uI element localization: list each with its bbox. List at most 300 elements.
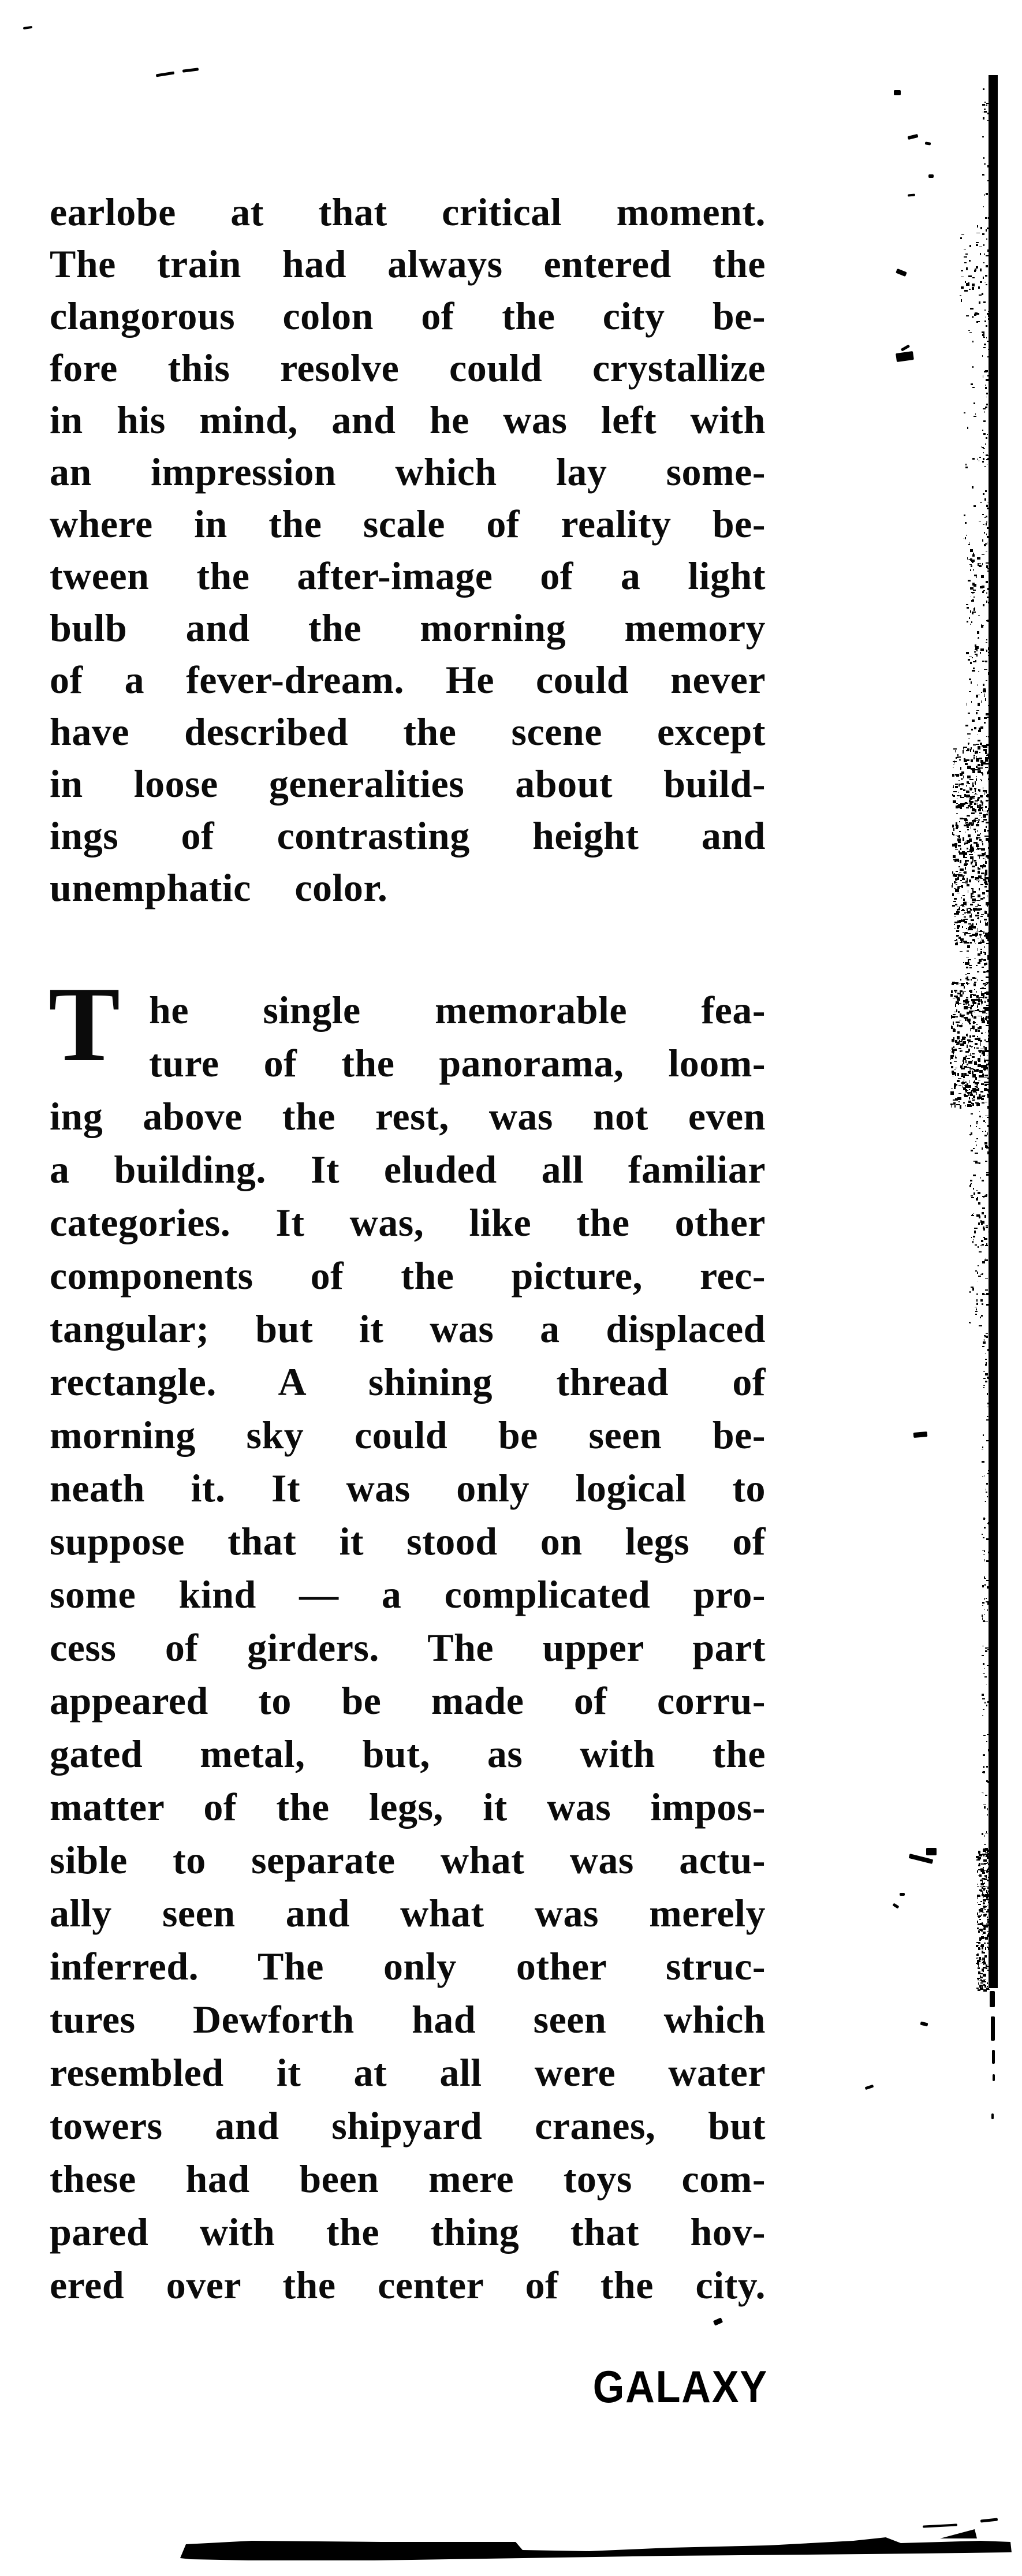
scan-noise-dot bbox=[983, 1766, 985, 1768]
scan-noise-dot bbox=[951, 1105, 952, 1108]
scan-noise-dot bbox=[983, 408, 986, 409]
scan-noise-dot bbox=[978, 638, 980, 639]
scan-noise-dot bbox=[984, 722, 986, 724]
scan-noise-dot bbox=[976, 842, 977, 844]
scan-noise-dot bbox=[984, 1943, 986, 1944]
scan-noise-dot bbox=[978, 819, 979, 821]
scan-noise-dot bbox=[964, 794, 966, 797]
scan-noise-dot bbox=[978, 1916, 980, 1917]
scan-noise-dot bbox=[986, 1906, 987, 1907]
scan-noise-dot bbox=[977, 1097, 980, 1100]
scan-noise-dot bbox=[967, 945, 970, 948]
scan-noise-dot bbox=[979, 888, 980, 891]
scan-noise-dot bbox=[953, 828, 954, 831]
scan-noise-dot bbox=[977, 1895, 980, 1896]
scan-noise-dot bbox=[976, 849, 979, 850]
scan-noise-dot bbox=[964, 986, 965, 989]
scan-noise-dot bbox=[989, 1884, 991, 1887]
scan-noise-dot bbox=[965, 867, 966, 870]
scan-noise-dot bbox=[965, 467, 968, 468]
scan-noise-dot bbox=[983, 1899, 986, 1902]
scan-noise-dot bbox=[955, 1040, 957, 1042]
scan-noise-dot bbox=[983, 157, 984, 159]
scan-noise-dot bbox=[987, 1095, 991, 1098]
scan-noise-dot bbox=[984, 919, 987, 920]
scan-noise-dot bbox=[972, 612, 973, 614]
scan-noise-dot bbox=[986, 1041, 989, 1043]
text-line: resembled it at all were water bbox=[50, 2051, 766, 2094]
scan-noise-dot bbox=[967, 781, 969, 784]
scan-noise-dot bbox=[982, 136, 984, 137]
scan-noise-dot bbox=[989, 449, 990, 451]
scan-noise-dot bbox=[983, 244, 984, 246]
scan-speck bbox=[928, 174, 934, 178]
scan-noise-dot bbox=[962, 926, 963, 928]
scan-noise-dot bbox=[958, 861, 959, 863]
scan-noise-dot bbox=[986, 379, 989, 381]
scan-noise-dot bbox=[977, 1272, 978, 1274]
scan-noise-dot bbox=[954, 990, 957, 991]
scan-noise-dot bbox=[986, 1897, 988, 1899]
scan-noise-dot bbox=[990, 1910, 991, 1913]
scan-noise-dot bbox=[968, 275, 972, 278]
scan-noise-dot bbox=[989, 883, 991, 884]
scan-noise-dot bbox=[983, 88, 985, 90]
scan-noise-dot bbox=[963, 1041, 966, 1044]
scan-noise-dot bbox=[972, 1060, 973, 1061]
scan-noise-dot bbox=[983, 988, 986, 990]
scan-noise-dot bbox=[958, 866, 960, 867]
scan-noise-dot bbox=[967, 829, 969, 831]
scan-noise-dot bbox=[987, 1349, 989, 1351]
scan-noise-dot bbox=[989, 1525, 991, 1527]
scan-noise-dot bbox=[957, 1080, 960, 1082]
scan-noise-dot bbox=[989, 1896, 990, 1899]
scan-noise-dot bbox=[990, 1315, 993, 1317]
scan-noise-dot bbox=[980, 502, 982, 503]
scan-noise-dot bbox=[990, 1460, 992, 1462]
scan-noise-dot bbox=[952, 825, 954, 827]
scan-noise-dot bbox=[990, 1952, 991, 1954]
scan-noise-dot bbox=[960, 852, 964, 855]
scan-noise-dot bbox=[963, 789, 965, 791]
scan-noise-dot bbox=[964, 842, 968, 844]
scan-noise-dot bbox=[980, 855, 984, 857]
scan-noise-dot bbox=[965, 1060, 967, 1063]
scan-noise-dot bbox=[974, 607, 975, 610]
scan-noise-dot bbox=[984, 1001, 986, 1003]
scan-noise-dot bbox=[987, 537, 990, 538]
scan-speck bbox=[991, 2113, 994, 2119]
scan-noise-dot bbox=[983, 1434, 984, 1436]
scan-noise-dot bbox=[976, 712, 978, 715]
scan-noise-dot bbox=[975, 751, 978, 754]
scan-noise-dot bbox=[986, 337, 987, 339]
scan-noise-dot bbox=[963, 747, 964, 750]
scan-noise-dot bbox=[982, 1004, 983, 1005]
scan-noise-dot bbox=[984, 1806, 986, 1809]
scan-noise-dot bbox=[985, 1017, 987, 1020]
scan-noise-dot bbox=[958, 835, 960, 838]
scan-noise-dot bbox=[980, 772, 982, 773]
scan-noise-dot bbox=[978, 878, 979, 879]
scan-noise-dot bbox=[985, 1278, 989, 1279]
scan-noise-dot bbox=[971, 1113, 973, 1114]
scan-noise-dot bbox=[988, 217, 989, 219]
scan-noise-dot bbox=[988, 1030, 989, 1032]
scan-noise-dot bbox=[976, 1958, 978, 1959]
scan-noise-dot bbox=[988, 705, 990, 706]
scan-noise-dot bbox=[983, 452, 984, 453]
scan-noise-dot bbox=[982, 1261, 985, 1263]
scan-noise-dot bbox=[979, 565, 982, 567]
scan-noise-dot bbox=[990, 1980, 991, 1981]
scan-noise-dot bbox=[955, 1004, 956, 1006]
scan-noise-dot bbox=[978, 809, 981, 811]
scan-noise-dot bbox=[970, 990, 973, 993]
scan-noise-dot bbox=[990, 1119, 991, 1120]
scan-noise-dot bbox=[966, 791, 969, 793]
scan-noise-dot bbox=[988, 808, 990, 811]
scan-noise-dot bbox=[985, 861, 987, 864]
scan-noise-dot bbox=[974, 910, 975, 912]
scan-noise-dot bbox=[961, 797, 964, 798]
scan-noise-dot bbox=[957, 925, 960, 927]
text-line: suppose that it stood on legs of bbox=[50, 1519, 766, 1563]
scan-noise-dot bbox=[982, 1952, 985, 1954]
scan-noise-dot bbox=[969, 1322, 970, 1324]
text-line: these had been mere toys com- bbox=[50, 2157, 766, 2201]
scan-noise-dot bbox=[956, 935, 958, 937]
scan-noise-dot bbox=[961, 270, 963, 271]
scan-noise-dot bbox=[990, 739, 991, 740]
scan-noise-dot bbox=[983, 1341, 986, 1344]
scan-noise-dot bbox=[972, 977, 975, 979]
scan-artifact-band bbox=[989, 75, 998, 1988]
scan-noise-dot bbox=[968, 713, 970, 714]
scan-noise-dot bbox=[971, 768, 974, 770]
scan-noise-dot bbox=[987, 1925, 989, 1926]
scan-noise-dot bbox=[976, 1121, 978, 1122]
scan-noise-dot bbox=[968, 1056, 972, 1057]
magazine-footer-logo: GALAXY bbox=[592, 2361, 768, 2412]
scan-noise-dot bbox=[973, 1192, 975, 1195]
scan-noise-dot bbox=[962, 1015, 965, 1016]
scan-noise-dot bbox=[954, 1105, 956, 1108]
scan-noise-dot bbox=[982, 1892, 983, 1895]
scan-noise-dot bbox=[962, 1037, 965, 1040]
scan-noise-dot bbox=[991, 1916, 993, 1919]
scan-noise-dot bbox=[987, 313, 989, 315]
scan-noise-dot bbox=[983, 1227, 984, 1229]
scan-noise-dot bbox=[988, 1035, 990, 1037]
scan-noise-dot bbox=[982, 1698, 985, 1699]
scan-noise-dot bbox=[964, 290, 968, 292]
scan-noise-dot bbox=[969, 657, 971, 658]
scan-noise-dot bbox=[969, 1185, 971, 1187]
scan-noise-dot bbox=[958, 1093, 961, 1094]
scan-noise-dot bbox=[976, 776, 977, 777]
scan-noise-dot bbox=[984, 1215, 986, 1218]
scan-noise-dot bbox=[978, 1942, 980, 1944]
scan-noise-dot bbox=[953, 795, 955, 797]
scan-noise-dot bbox=[970, 1094, 973, 1096]
scan-noise-dot bbox=[985, 698, 986, 701]
scan-noise-dot bbox=[987, 1814, 988, 1816]
scan-noise-dot bbox=[978, 717, 981, 720]
scan-noise-dot bbox=[990, 1620, 991, 1621]
scan-noise-dot bbox=[954, 940, 956, 941]
scan-noise-dot bbox=[987, 1853, 990, 1854]
scan-noise-dot bbox=[984, 1088, 987, 1090]
scan-noise-dot bbox=[971, 1183, 972, 1184]
scan-noise-dot bbox=[959, 920, 963, 922]
scan-noise-dot bbox=[979, 1919, 982, 1920]
scan-noise-dot bbox=[963, 962, 964, 964]
scan-noise-dot bbox=[980, 795, 983, 798]
scan-noise-dot bbox=[983, 590, 985, 591]
scan-speck bbox=[23, 26, 32, 29]
scan-noise-dot bbox=[971, 701, 972, 703]
scan-noise-dot bbox=[989, 1957, 990, 1958]
scan-noise-dot bbox=[975, 1141, 976, 1142]
scan-noise-dot bbox=[984, 310, 986, 311]
scan-noise-dot bbox=[986, 1304, 989, 1306]
scan-noise-dot bbox=[985, 923, 988, 926]
scan-noise-dot bbox=[972, 1056, 975, 1058]
scan-noise-dot bbox=[972, 277, 975, 278]
scan-noise-dot bbox=[971, 1195, 973, 1196]
scan-noise-dot bbox=[985, 407, 987, 408]
scan-noise-dot bbox=[983, 1771, 985, 1773]
body-paragraph-1 bbox=[50, 186, 766, 914]
scan-noise-dot bbox=[984, 1075, 988, 1076]
scan-noise-dot bbox=[979, 1251, 982, 1252]
scan-noise-dot bbox=[983, 524, 984, 525]
scan-noise-dot bbox=[980, 1091, 983, 1093]
scan-noise-dot bbox=[987, 1921, 989, 1922]
scan-noise-dot bbox=[990, 1874, 992, 1876]
scan-noise-dot bbox=[988, 349, 990, 351]
scan-noise-dot bbox=[980, 1177, 981, 1179]
scan-noise-dot bbox=[952, 774, 954, 777]
scan-noise-dot bbox=[967, 848, 968, 850]
scan-noise-dot bbox=[958, 785, 960, 786]
scan-noise-dot bbox=[989, 1535, 990, 1536]
scan-noise-dot bbox=[988, 318, 989, 320]
scan-noise-dot bbox=[972, 341, 973, 342]
text-line: tangular; but it was a displaced bbox=[50, 1307, 766, 1351]
scan-noise-dot bbox=[984, 102, 986, 103]
scan-noise-dot bbox=[951, 1066, 953, 1068]
scan-noise-dot bbox=[969, 564, 972, 565]
scan-noise-dot bbox=[964, 256, 967, 258]
scan-noise-dot bbox=[971, 857, 972, 859]
scan-noise-dot bbox=[972, 934, 975, 936]
scan-noise-dot bbox=[986, 1923, 989, 1925]
scan-noise-dot bbox=[967, 908, 968, 911]
scan-noise-dot bbox=[975, 769, 978, 770]
scan-noise-dot bbox=[975, 800, 978, 801]
scan-noise-dot bbox=[975, 818, 978, 819]
scan-noise-dot bbox=[983, 691, 986, 692]
text-line: some kind — a complicated pro- bbox=[50, 1572, 766, 1616]
scan-noise-dot bbox=[990, 1050, 994, 1053]
scan-noise-dot bbox=[983, 1932, 986, 1934]
scan-noise-dot bbox=[985, 806, 987, 807]
scan-noise-dot bbox=[972, 1015, 973, 1017]
scan-noise-dot bbox=[956, 827, 958, 830]
scan-noise-dot bbox=[989, 983, 990, 986]
scan-noise-dot bbox=[953, 791, 957, 792]
scan-noise-dot bbox=[971, 560, 975, 562]
text-line: The train had always entered the bbox=[50, 242, 766, 286]
scan-noise-dot bbox=[985, 870, 987, 873]
scan-noise-dot bbox=[972, 896, 974, 897]
scan-noise-dot bbox=[989, 335, 990, 338]
scan-noise-dot bbox=[986, 437, 987, 439]
scan-noise-dot bbox=[958, 1078, 961, 1079]
scan-noise-dot bbox=[960, 951, 963, 952]
scan-noise-dot bbox=[984, 1336, 986, 1337]
scan-noise-dot bbox=[957, 998, 960, 1001]
scan-noise-dot bbox=[975, 784, 976, 785]
scan-noise-dot bbox=[990, 1974, 992, 1976]
scan-noise-dot bbox=[974, 1061, 977, 1065]
scan-noise-dot bbox=[982, 539, 983, 542]
scan-noise-dot bbox=[986, 1293, 989, 1296]
scan-noise-dot bbox=[965, 725, 968, 726]
scan-noise-dot bbox=[990, 848, 994, 850]
scan-noise-dot bbox=[991, 1943, 992, 1944]
scan-noise-dot bbox=[986, 1483, 989, 1485]
scan-noise-dot bbox=[990, 1472, 992, 1474]
scan-noise-dot bbox=[978, 1904, 981, 1905]
scan-noise-dot bbox=[982, 773, 983, 776]
scan-noise-dot bbox=[973, 668, 975, 669]
scan-noise-dot bbox=[985, 1145, 987, 1148]
scan-noise-dot bbox=[992, 1909, 995, 1911]
scan-noise-dot bbox=[985, 1131, 986, 1132]
scan-noise-dot bbox=[982, 967, 983, 968]
scan-noise-dot bbox=[980, 1891, 983, 1892]
scan-noise-dot bbox=[978, 881, 979, 883]
scan-noise-dot bbox=[981, 1223, 983, 1225]
scan-noise-dot bbox=[982, 1958, 986, 1959]
scan-noise-dot bbox=[960, 930, 961, 931]
scan-noise-dot bbox=[969, 1291, 971, 1293]
scan-noise-dot bbox=[980, 767, 983, 769]
scan-noise-dot bbox=[953, 1022, 954, 1025]
scan-noise-dot bbox=[983, 604, 984, 606]
scan-noise-dot bbox=[982, 1476, 983, 1477]
scan-noise-dot bbox=[980, 1868, 983, 1869]
scan-noise-dot bbox=[983, 1340, 984, 1341]
scan-speck bbox=[713, 2317, 723, 2325]
scan-noise-dot bbox=[952, 844, 956, 847]
scan-noise-dot bbox=[985, 1381, 987, 1382]
scan-noise-dot bbox=[984, 881, 987, 883]
scan-noise-dot bbox=[973, 661, 975, 662]
scan-noise-dot bbox=[989, 267, 990, 269]
scan-noise-dot bbox=[985, 387, 987, 389]
scan-noise-dot bbox=[980, 1076, 984, 1078]
scan-noise-dot bbox=[969, 1097, 970, 1099]
scan-noise-dot bbox=[974, 989, 975, 990]
scan-noise-dot bbox=[978, 564, 979, 566]
scan-noise-dot bbox=[955, 784, 958, 785]
scan-noise-dot bbox=[985, 661, 987, 662]
scan-noise-dot bbox=[976, 321, 979, 323]
scan-noise-dot bbox=[989, 1008, 990, 1011]
scan-noise-dot bbox=[965, 934, 966, 935]
scan-noise-dot bbox=[967, 621, 968, 622]
scan-noise-dot bbox=[984, 1084, 987, 1086]
scan-noise-dot bbox=[964, 1095, 968, 1097]
text-line: an impression which lay some- bbox=[50, 450, 766, 494]
scan-noise-dot bbox=[981, 575, 983, 577]
scan-noise-dot bbox=[977, 830, 978, 832]
scan-noise-dot bbox=[989, 925, 992, 927]
scan-noise-dot bbox=[956, 871, 958, 872]
scan-noise-dot bbox=[980, 920, 981, 923]
scan-noise-dot bbox=[978, 1003, 980, 1005]
scan-noise-dot bbox=[975, 862, 976, 863]
scan-noise-dot bbox=[979, 460, 980, 461]
scan-noise-dot bbox=[982, 843, 984, 846]
scan-noise-dot bbox=[989, 816, 992, 818]
scan-noise-dot bbox=[986, 255, 989, 256]
scan-noise-dot bbox=[973, 1239, 974, 1240]
scan-noise-dot bbox=[984, 852, 986, 853]
scan-noise-dot bbox=[969, 915, 972, 918]
scan-noise-dot bbox=[988, 647, 990, 648]
scan-noise-dot bbox=[991, 1888, 993, 1891]
scan-noise-dot bbox=[963, 1057, 965, 1060]
scan-noise-dot bbox=[979, 1116, 982, 1117]
scan-noise-dot bbox=[975, 1038, 979, 1040]
text-line: cess of girders. The upper part bbox=[50, 1626, 766, 1669]
scan-noise-dot bbox=[981, 1936, 984, 1939]
scan-noise-dot bbox=[981, 1977, 982, 1978]
scan-noise-dot bbox=[986, 936, 987, 938]
text-line: in loose generalities about build- bbox=[50, 762, 766, 806]
scan-noise-dot bbox=[987, 1132, 988, 1135]
scan-noise-dot bbox=[984, 1835, 985, 1837]
scan-noise-dot bbox=[971, 812, 975, 815]
scan-noise-dot bbox=[978, 904, 979, 905]
scan-noise-dot bbox=[951, 990, 953, 993]
scan-noise-dot bbox=[977, 1945, 979, 1946]
scan-noise-dot bbox=[955, 878, 957, 881]
scan-noise-dot bbox=[960, 767, 961, 770]
scan-noise-dot bbox=[972, 866, 975, 867]
scan-noise-dot bbox=[955, 849, 958, 850]
scan-noise-dot bbox=[956, 884, 957, 885]
scan-noise-dot bbox=[991, 1986, 994, 1987]
scan-noise-dot bbox=[983, 262, 984, 263]
scan-noise-dot bbox=[984, 1668, 986, 1669]
scan-noise-dot bbox=[986, 284, 987, 285]
scan-noise-dot bbox=[989, 1784, 991, 1785]
scan-noise-dot bbox=[984, 1142, 988, 1145]
scan-noise-dot bbox=[971, 383, 973, 385]
scan-noise-dot bbox=[980, 1274, 983, 1275]
scan-noise-dot bbox=[983, 1007, 986, 1009]
scan-noise-dot bbox=[988, 879, 990, 881]
scan-noise-dot bbox=[985, 1032, 986, 1034]
scan-noise-dot bbox=[959, 831, 961, 833]
